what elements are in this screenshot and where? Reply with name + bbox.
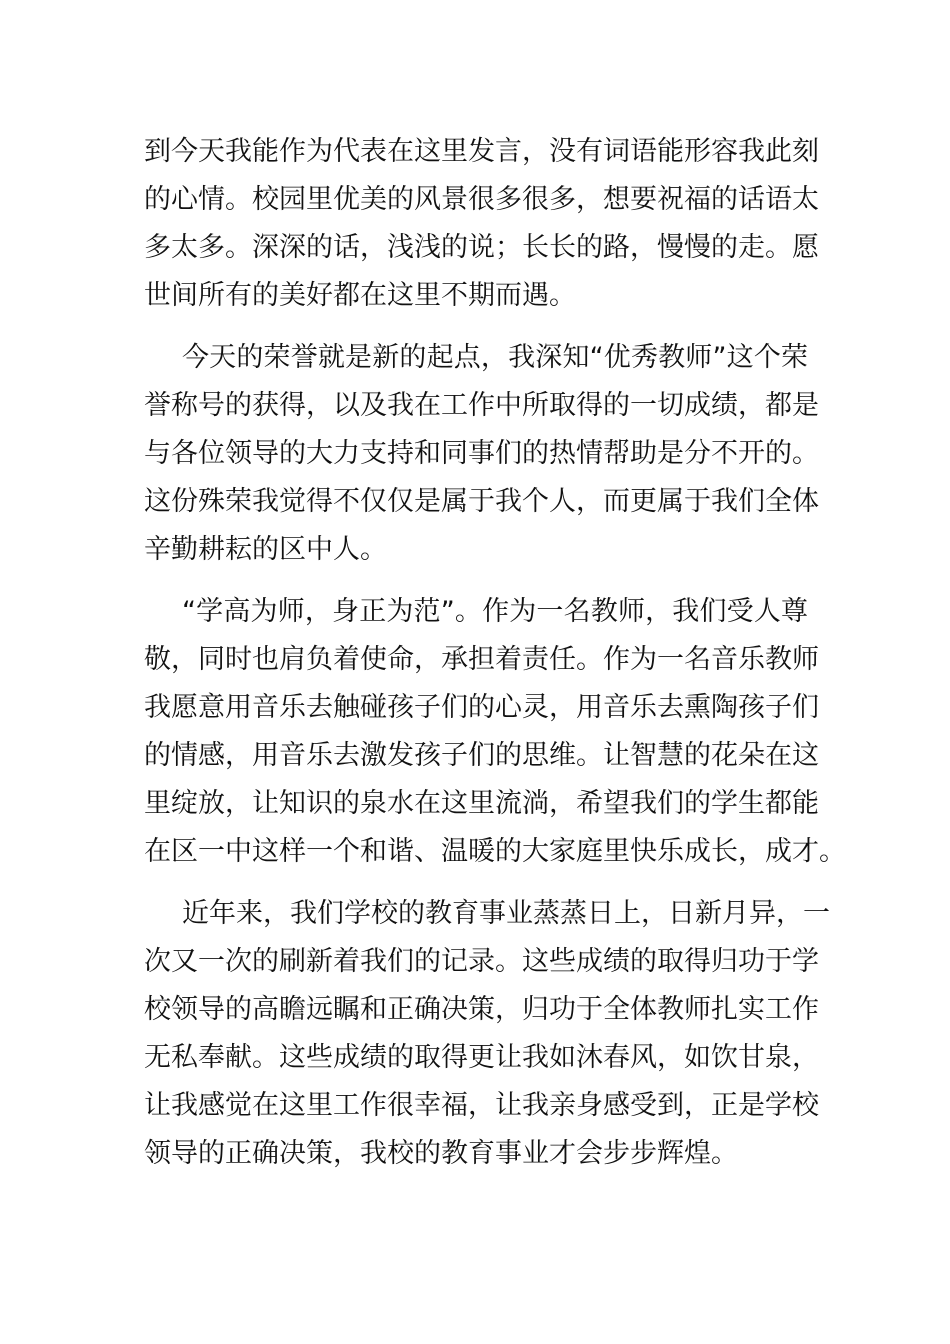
paragraph-3 [144,588,846,876]
text-line: 的情感，用音乐去激发孩子们的思维。让智慧的花朵在这 [144,740,819,771]
text-line: 领导的正确决策，我校的教育事业才会步步辉煌。 [144,1138,738,1169]
text-line: 辛勤耕耘的区中人。 [144,534,387,565]
text-line: 誉称号的获得，以及我在工作中所取得的一切成绩，都是 [144,390,819,421]
text-line: 与各位领导的大力支持和同事们的热情帮助是分不开的。 [144,438,819,469]
paragraph-1 [144,128,819,320]
text-line: 次又一次的刷新着我们的记录。这些成绩的取得归功于学 [144,946,819,977]
text-line: 世间所有的美好都在这里不期而遇。 [144,280,576,311]
text-line: 到今天我能作为代表在这里发言，没有词语能形容我此刻 [144,136,819,167]
text-line: 今天的荣誉就是新的起点，我深知“优秀教师”这个荣 [182,342,808,373]
text-line: 近年来，我们学校的教育事业蒸蒸日上，日新月异，一 [182,898,830,929]
paragraph-4 [144,890,830,1178]
text-line: 敬，同时也肩负着使命，承担着责任。作为一名音乐教师 [144,644,819,675]
text-line: 校领导的高瞻远瞩和正确决策，归功于全体教师扎实工作 [144,994,819,1025]
document-body [144,128,846,1192]
text-line: 里绽放，让知识的泉水在这里流淌，希望我们的学生都能 [144,788,819,819]
text-line: 无私奉献。这些成绩的取得更让我如沐春风，如饮甘泉， [144,1042,819,1073]
text-line: 这份殊荣我觉得不仅仅是属于我个人，而更属于我们全体 [144,486,819,517]
text-line: 的心情。校园里优美的风景很多很多，想要祝福的话语太 [144,184,819,215]
text-line: 让我感觉在这里工作很幸福，让我亲身感受到，正是学校 [144,1090,819,1121]
text-line: “学高为师，身正为范”。作为一名教师，我们受人尊 [182,596,808,627]
text-line: 我愿意用音乐去触碰孩子们的心灵，用音乐去熏陶孩子们 [144,692,819,723]
text-line: 多太多。深深的话，浅浅的说；长长的路，慢慢的走。愿 [144,232,819,263]
paragraph-2 [144,334,819,574]
text-line: 在区一中这样一个和谐、温暖的大家庭里快乐成长，成才。 [144,836,846,867]
